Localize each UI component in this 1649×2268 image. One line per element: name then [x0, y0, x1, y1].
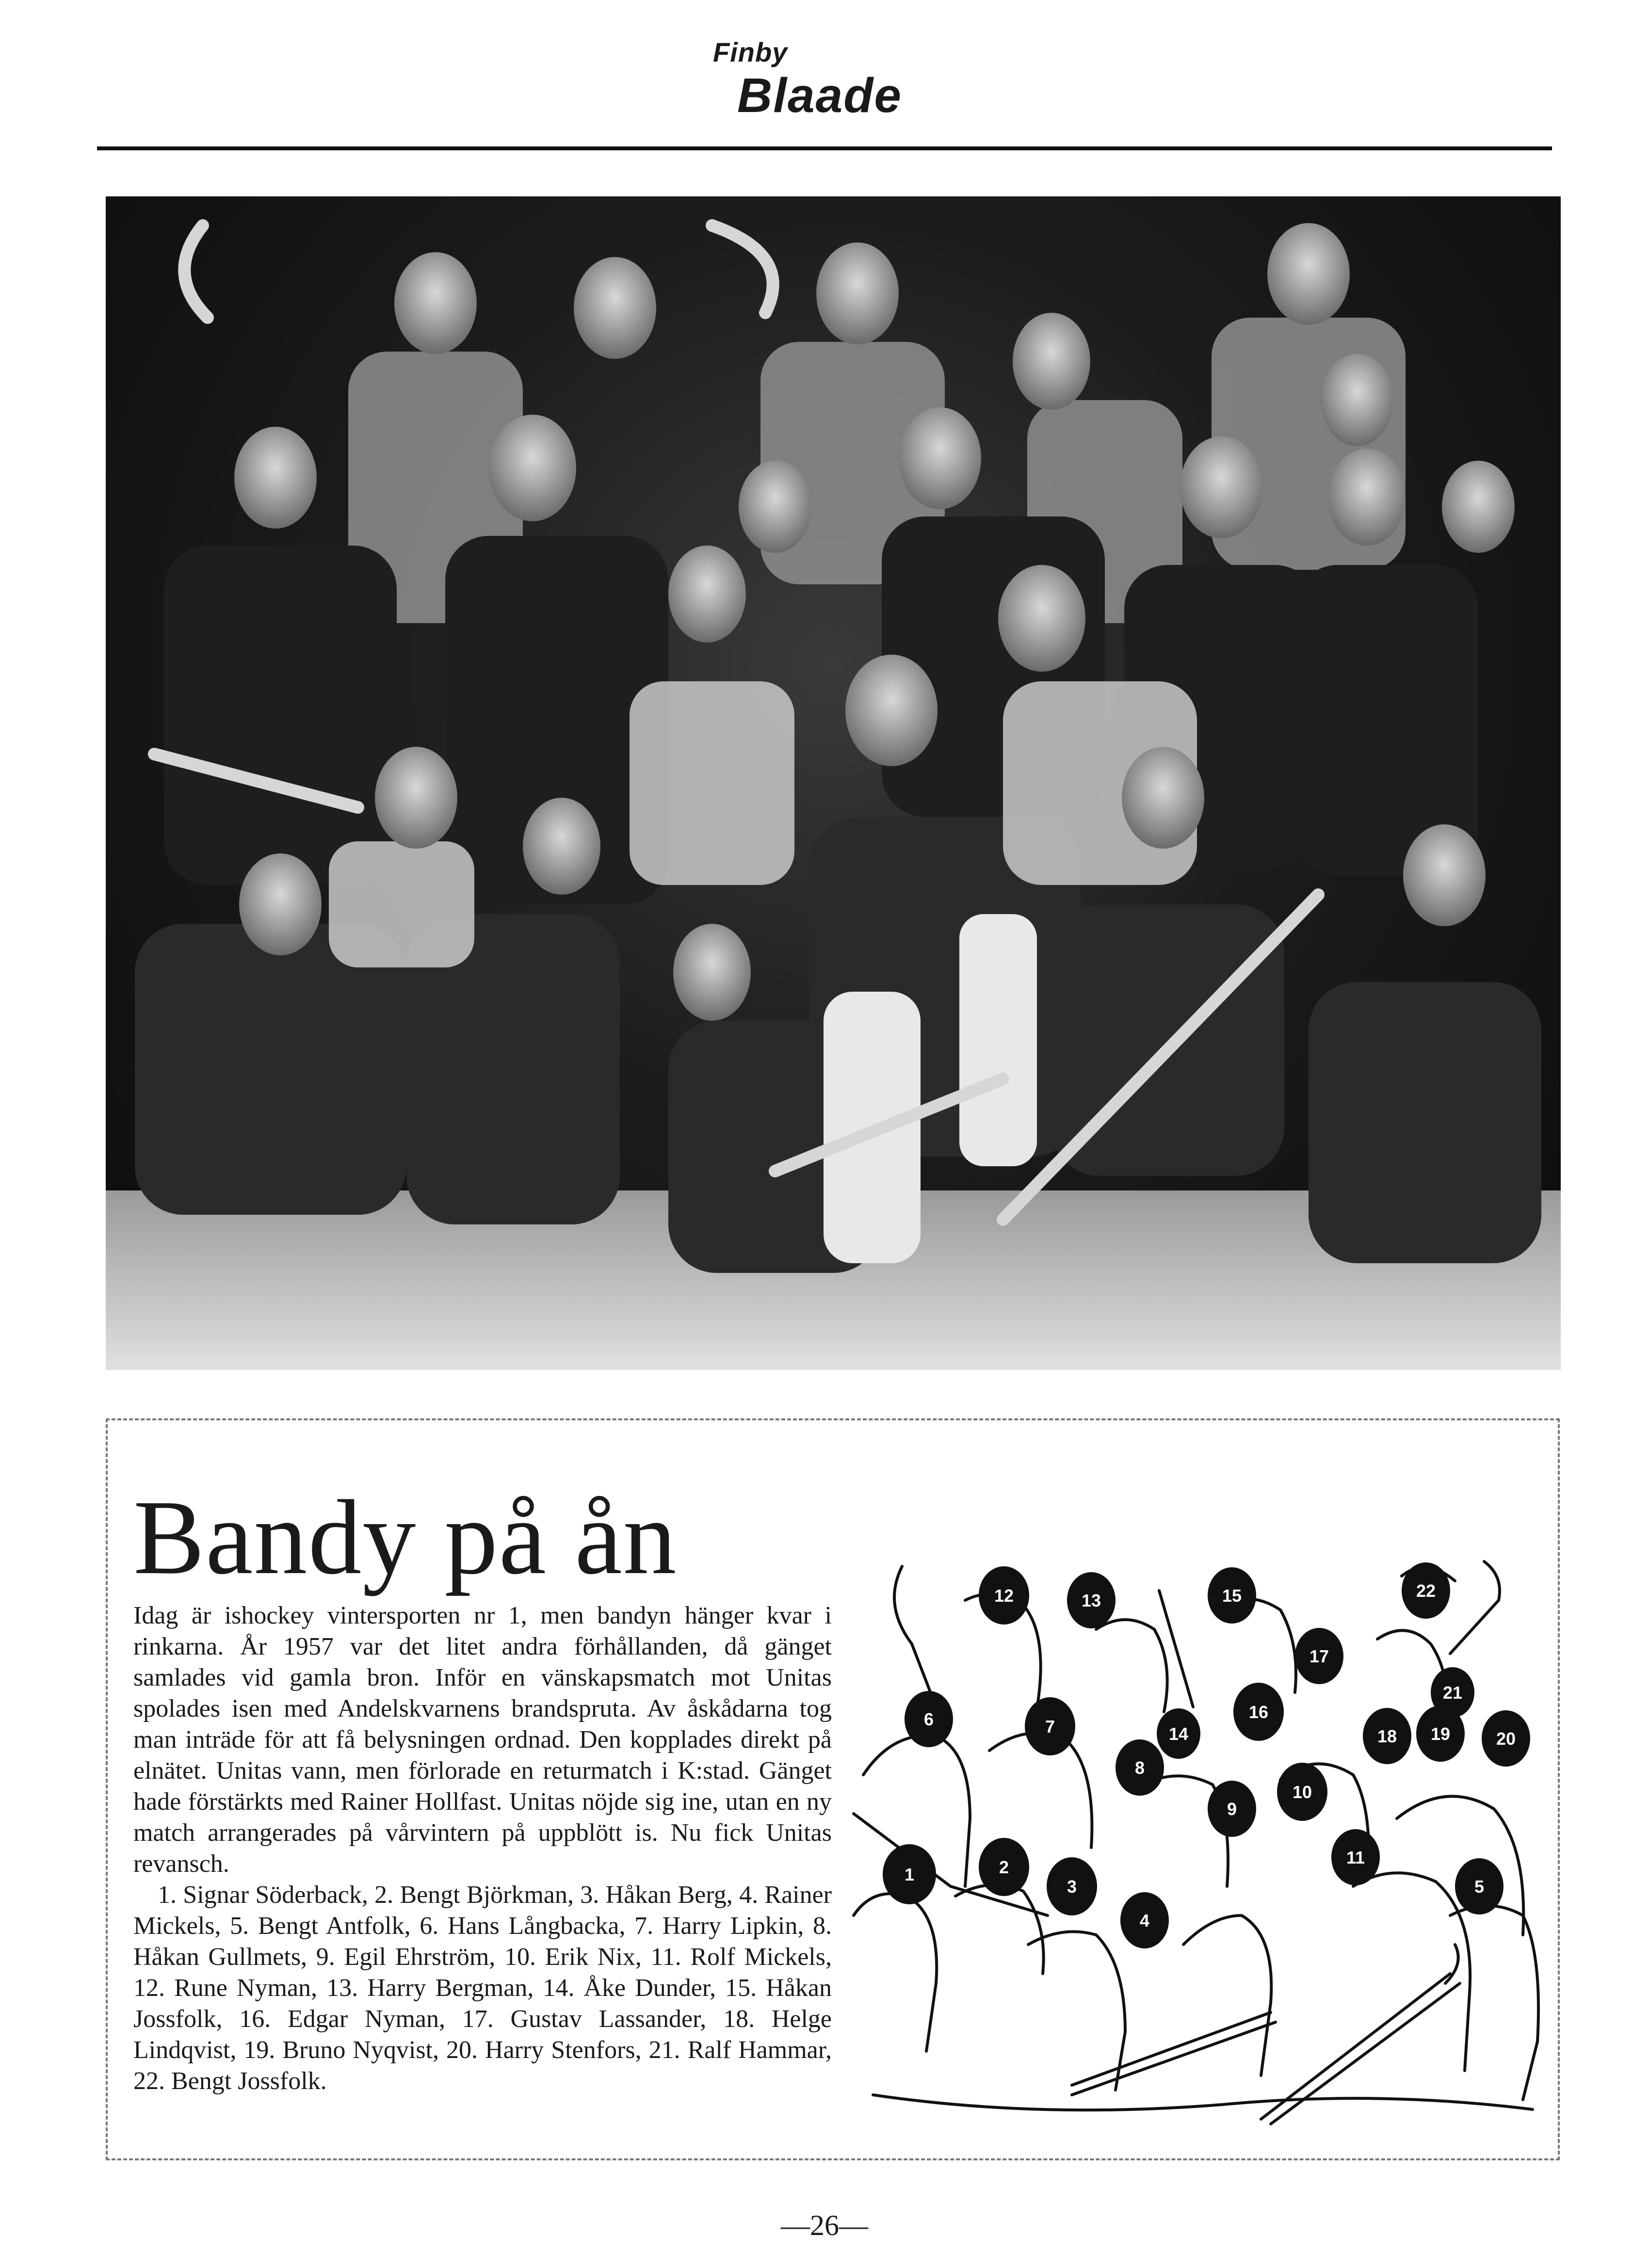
sketch-drawing	[844, 1547, 1547, 2129]
sketch-number: 10	[1292, 1782, 1312, 1802]
article-body	[133, 1600, 832, 2097]
identification-sketch	[844, 1547, 1547, 2129]
sketch-number: 11	[1346, 1848, 1365, 1867]
player-names: 1. Signar Söderback, 2. Bengt Björkman, 3. Håkan Berg, 4. Rainer Mickels, 5. Bengt Antfolk, 6. Hans Långbacka, 7. Harry Lipkin, 8. Håkan Gullmets, 9. Egil Ehrström, 10. Erik Nix, 11. Rolf Mickels, 12. Rune Nyman, 13. Harry Bergman, 14. Åke Dunder, 15. Håkan Jossfolk, 16. Edgar Nyman, 17. Gustav Lassander, 18. Helge Lindqvist, 19. Bruno Nyqvist, 20. Harry Stenfors, 21. Ralf Hammar, 22. Bengt Jossfolk.	[133, 1881, 832, 2095]
sketch-number: 18	[1377, 1726, 1397, 1746]
team-photo-illustration	[106, 196, 1561, 1370]
masthead-large-title: Blaade	[737, 68, 902, 123]
sketch-number: 22	[1416, 1581, 1436, 1601]
sketch-number: 12	[994, 1586, 1014, 1606]
sketch-number: 8	[1134, 1758, 1145, 1778]
page-number: —26—	[781, 2209, 868, 2241]
sketch-number: 15	[1222, 1586, 1242, 1606]
sketch-number: 2	[999, 1857, 1009, 1877]
sketch-number: 5	[1474, 1877, 1485, 1897]
sketch-heads	[883, 1562, 1530, 1948]
article-paragraph: Idag är ishockey vintersporten nr 1, men bandyn hänger kvar i rinkarna. År 1957 var det litet andra förhållanden, då gänget samlades vid gamla bron. Inför en vänskapsmatch mot Unitas spolades isen med Andelskvarnens brandspruta. Av åskådarna tog man inträde för att få belysningen ordnad. Den kopplades direkt på elnätet. Unitas vann, men förlorade en returmatch i K:stad. Gänget hade förstärkts med Rainer Hollfast. Unitas nöjde sig ine, utan en ny match arrangerades på vårvintern på uppblött is. Nu fick Unitas revansch.	[133, 1602, 832, 1878]
sketch-number: 13	[1081, 1591, 1101, 1610]
sketch-number: 16	[1248, 1702, 1269, 1722]
sketch-number: 20	[1496, 1729, 1516, 1749]
sketch-number: 19	[1430, 1724, 1451, 1744]
sketch-number: 6	[923, 1709, 934, 1729]
sketch-number: 1	[904, 1865, 915, 1884]
sketch-number: 4	[1139, 1911, 1150, 1930]
team-photo	[106, 196, 1561, 1370]
sketch-number: 3	[1067, 1877, 1077, 1897]
masthead-small-title: Finby	[713, 37, 788, 67]
sketch-outlines	[854, 1561, 1538, 2124]
header-rule	[97, 146, 1552, 150]
sketch-number: 14	[1168, 1724, 1189, 1744]
sketch-number: 17	[1309, 1646, 1329, 1666]
sketch-number: 7	[1045, 1717, 1055, 1737]
sketch-number: 21	[1442, 1683, 1463, 1703]
sketch-number: 9	[1227, 1799, 1237, 1819]
article-title: Bandy på ån	[133, 1478, 678, 1596]
